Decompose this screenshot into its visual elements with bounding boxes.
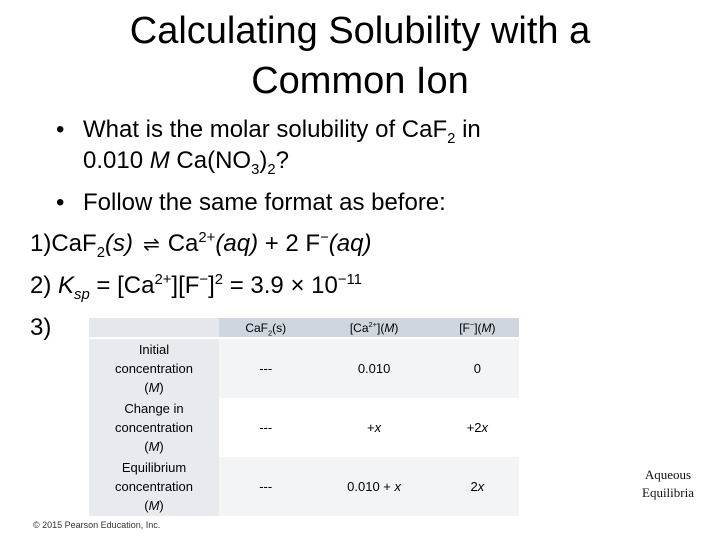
table-row — [89, 398, 519, 457]
row-label-initial: Initial concentration (M) — [89, 339, 219, 398]
table-row — [89, 339, 519, 398]
cell-change-f: +2x — [436, 398, 519, 457]
copyright-notice: © 2015 Pearson Education, Inc. — [33, 520, 161, 530]
step-1-equation: 1)CaF$_2$(s) ⇌ $Ca^{2+}(aq) + 2$ F−(aq) — [30, 230, 372, 261]
follow-format-text: Follow the same format as before: — [83, 189, 446, 216]
cell-equilibrium-caf2: --- — [219, 457, 312, 516]
cell-change-caf2: --- — [219, 398, 312, 457]
cell-initial-ca: 0.010 — [312, 339, 435, 398]
ice-table — [89, 318, 519, 516]
cell-equilibrium-f: 2x — [436, 457, 519, 516]
step-2-ksp-expression: 2) $K_{sp} = [Ca^{2+}][F^-]^2 = 3.9 \times 10^{-11}$ — [30, 272, 362, 303]
cell-equilibrium-ca: 0.010 + x — [312, 457, 435, 516]
row-label-change: Change in concentration (M) — [89, 398, 219, 457]
header-caf2: CaF$_2$(s) — [219, 318, 312, 337]
cell-change-ca: +x — [312, 398, 435, 457]
header-f-ion: [F−](M) — [436, 318, 519, 337]
row-label-equilibrium: Equilibrium concentration (M) — [89, 457, 219, 516]
step-3-label: 3) — [30, 314, 52, 341]
table-header-row — [89, 318, 519, 337]
title-line-1: Calculating Solubility with a — [129, 10, 591, 52]
question-line-1: What is the molar solubility of CaF$_2$ in — [83, 116, 481, 147]
table-corner-cell — [89, 318, 219, 337]
question-line-2: 0.010 M $Ca(NO_3)_2$? — [83, 147, 289, 178]
chapter-logo: Aqueous Equilibria — [642, 467, 694, 500]
table-row — [89, 457, 519, 516]
title-line-2: Common Ion — [251, 60, 469, 102]
bullet-marker: • — [56, 189, 65, 216]
cell-initial-caf2: --- — [219, 339, 312, 398]
equilibrium-arrow-icon: ⇌ — [142, 234, 160, 256]
bullet-marker: • — [56, 116, 65, 143]
cell-initial-f: 0 — [436, 339, 519, 398]
header-ca-ion: $[Ca^{2+}](M)$ — [312, 318, 435, 337]
slide-title — [40, 6, 680, 106]
